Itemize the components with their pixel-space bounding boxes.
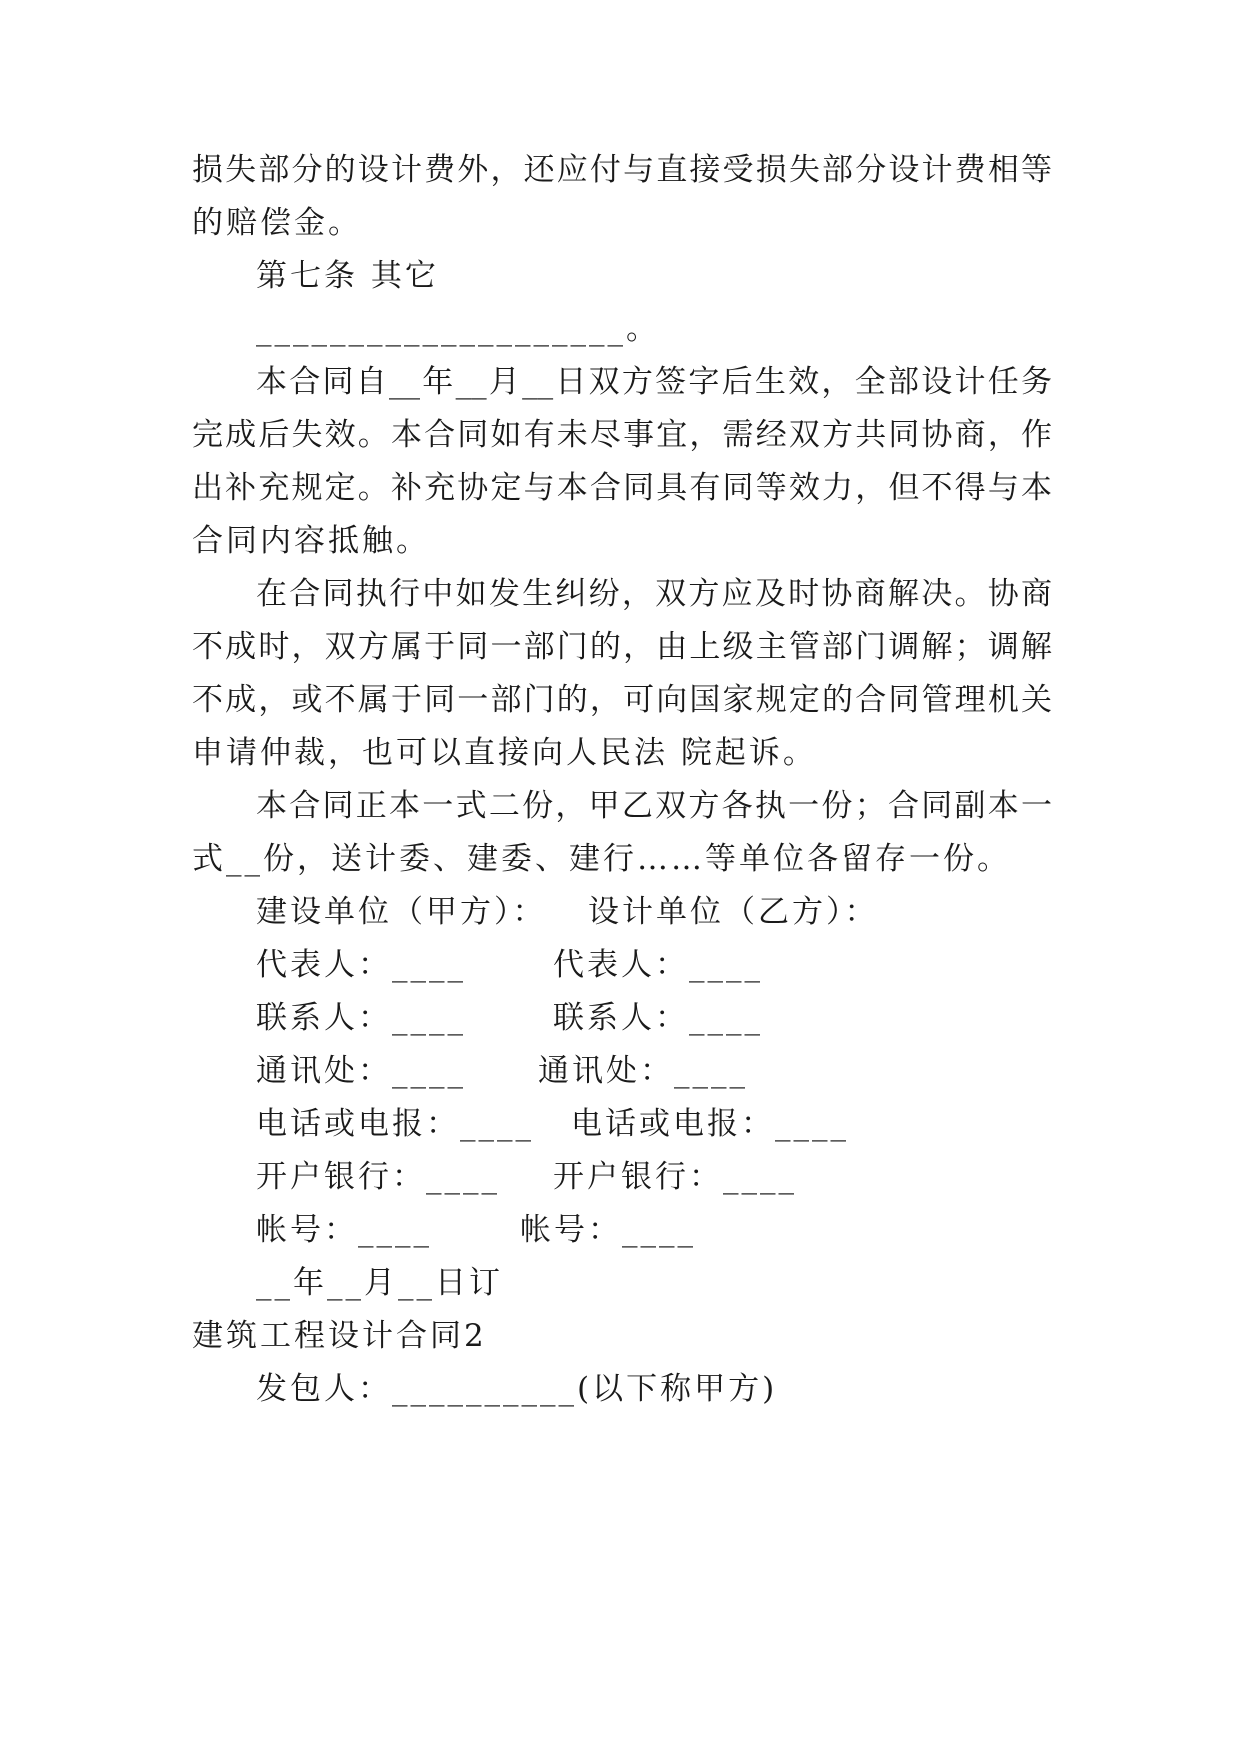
representative-a: 代表人：____ xyxy=(256,947,466,983)
phone-a: 电话或电报：____ xyxy=(256,1106,534,1142)
account-b: 帐号：____ xyxy=(520,1212,696,1248)
representative-b: 代表人：____ xyxy=(553,947,763,983)
paragraph-line: 在合同执行中如发生纠纷，双方应及时协商解决。协商 xyxy=(256,576,1052,612)
signing-date: __年__月__日订 xyxy=(256,1265,503,1301)
contract-2-employer: 发包人：__________(以下称甲方) xyxy=(256,1371,778,1407)
account-a: 帐号：____ xyxy=(256,1212,432,1248)
address-a: 通讯处：____ xyxy=(256,1053,466,1089)
bank-a: 开户银行：____ xyxy=(256,1159,500,1195)
party-a-title: 建设单位（甲方）： xyxy=(256,894,547,930)
paragraph-line: 式__份，送计委、建委、建行……等单位各留存一份。 xyxy=(192,841,1011,877)
bank-b: 开户银行：____ xyxy=(553,1159,797,1195)
article-heading: 第七条 其它 xyxy=(256,258,439,294)
paragraph-line: 损失部分的设计费外，还应付与直接受损失部分设计费相等 xyxy=(192,152,1052,188)
paragraph-line: 的赔偿金。 xyxy=(192,205,362,241)
party-b-title: 设计单位（乙方）： xyxy=(588,894,879,930)
paragraph-line: 不成时，双方属于同一部门的，由上级主管部门调解；调解 xyxy=(192,629,1052,665)
paragraph-line: 出补充规定。补充协定与本合同具有同等效力，但不得与本 xyxy=(192,470,1052,506)
paragraph-line: 合同内容抵触。 xyxy=(192,523,430,559)
blank-fill-line: ____________________。 xyxy=(256,311,660,347)
contact-b: 联系人：____ xyxy=(553,1000,763,1036)
paragraph-line: 申请仲裁，也可以直接向人民法 院起诉。 xyxy=(192,735,817,771)
paragraph-line: 完成后失效。本合同如有未尽事宜，需经双方共同协商，作 xyxy=(192,417,1052,453)
address-b: 通讯处：____ xyxy=(538,1053,748,1089)
paragraph-line: 本合同正本一式二份，甲乙双方各执一份；合同副本一 xyxy=(256,788,1052,824)
contact-a: 联系人：____ xyxy=(256,1000,466,1036)
phone-b: 电话或电报：____ xyxy=(571,1106,849,1142)
contract-2-title: 建筑工程设计合同2 xyxy=(192,1318,487,1354)
paragraph-line: 不成，或不属于同一部门的，可向国家规定的合同管理机关 xyxy=(192,682,1052,718)
paragraph-line: 本合同自__年__月__日双方签字后生效，全部设计任务 xyxy=(256,364,1052,400)
